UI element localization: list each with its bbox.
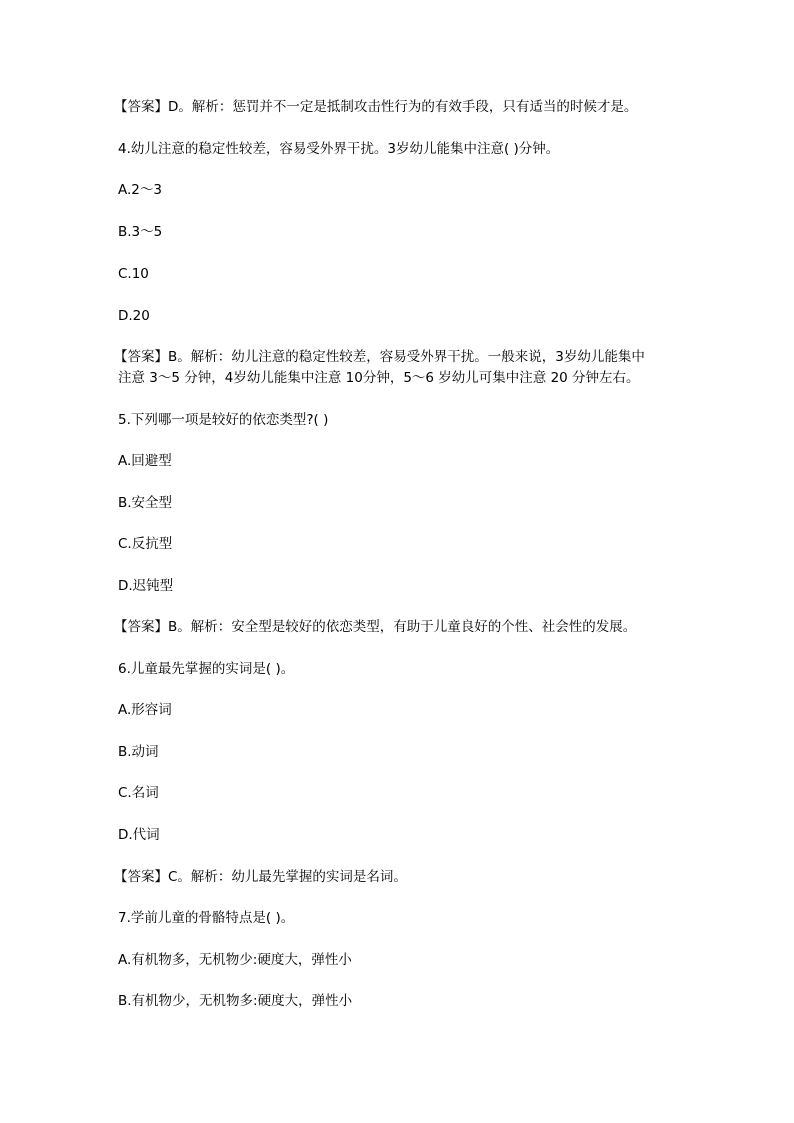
answer-q3: 【答案】D。解析：惩罚并不一定是抵制攻击性行为的有效手段，只有适当的时候才是。 [114, 99, 638, 115]
q6-option-a: A.形容词 [118, 702, 172, 718]
question-6: 6.儿童最先掌握的实词是( )。 [118, 661, 295, 677]
question-4: 4.幼儿注意的稳定性较差，容易受外界干扰。3岁幼儿能集中注意( )分钟。 [118, 141, 560, 157]
q6-option-c: C.名词 [118, 785, 159, 801]
q5-option-c: C.反抗型 [118, 536, 173, 552]
q4-option-a: A.2～3 [118, 182, 162, 198]
question-7: 7.学前儿童的骨骼特点是( )。 [118, 910, 295, 926]
q7-option-a: A.有机物多，无机物少:硬度大，弹性小 [118, 952, 352, 968]
answer-q5: 【答案】B。解析：安全型是较好的依恋类型，有助于儿童良好的个性、社会性的发展。 [114, 619, 637, 635]
answer-q4-line2: 注意 3～5 分钟，4岁幼儿能集中注意 10分钟，5～6 岁幼儿可集中注意 20 分钟左右。 [118, 370, 640, 386]
answer-q4-line1: 【答案】B。解析：幼儿注意的稳定性较差，容易受外界干扰。一般来说，3岁幼儿能集中 [114, 349, 645, 365]
q4-option-b: B.3～5 [118, 224, 163, 240]
q5-option-d: D.迟钝型 [118, 578, 174, 594]
q4-option-c: C.10 [118, 266, 149, 282]
q5-option-b: B.安全型 [118, 495, 173, 511]
answer-q6: 【答案】C。解析：幼儿最先掌握的实词是名词。 [114, 869, 407, 885]
q4-option-d: D.20 [118, 308, 150, 324]
q5-option-a: A.回避型 [118, 453, 172, 469]
question-5: 5.下列哪一项是较好的依恋类型?( ) [118, 412, 329, 428]
q7-option-b: B.有机物少，无机物多:硬度大，弹性小 [118, 993, 353, 1009]
q6-option-b: B.动词 [118, 744, 159, 760]
q6-option-d: D.代词 [118, 827, 160, 843]
